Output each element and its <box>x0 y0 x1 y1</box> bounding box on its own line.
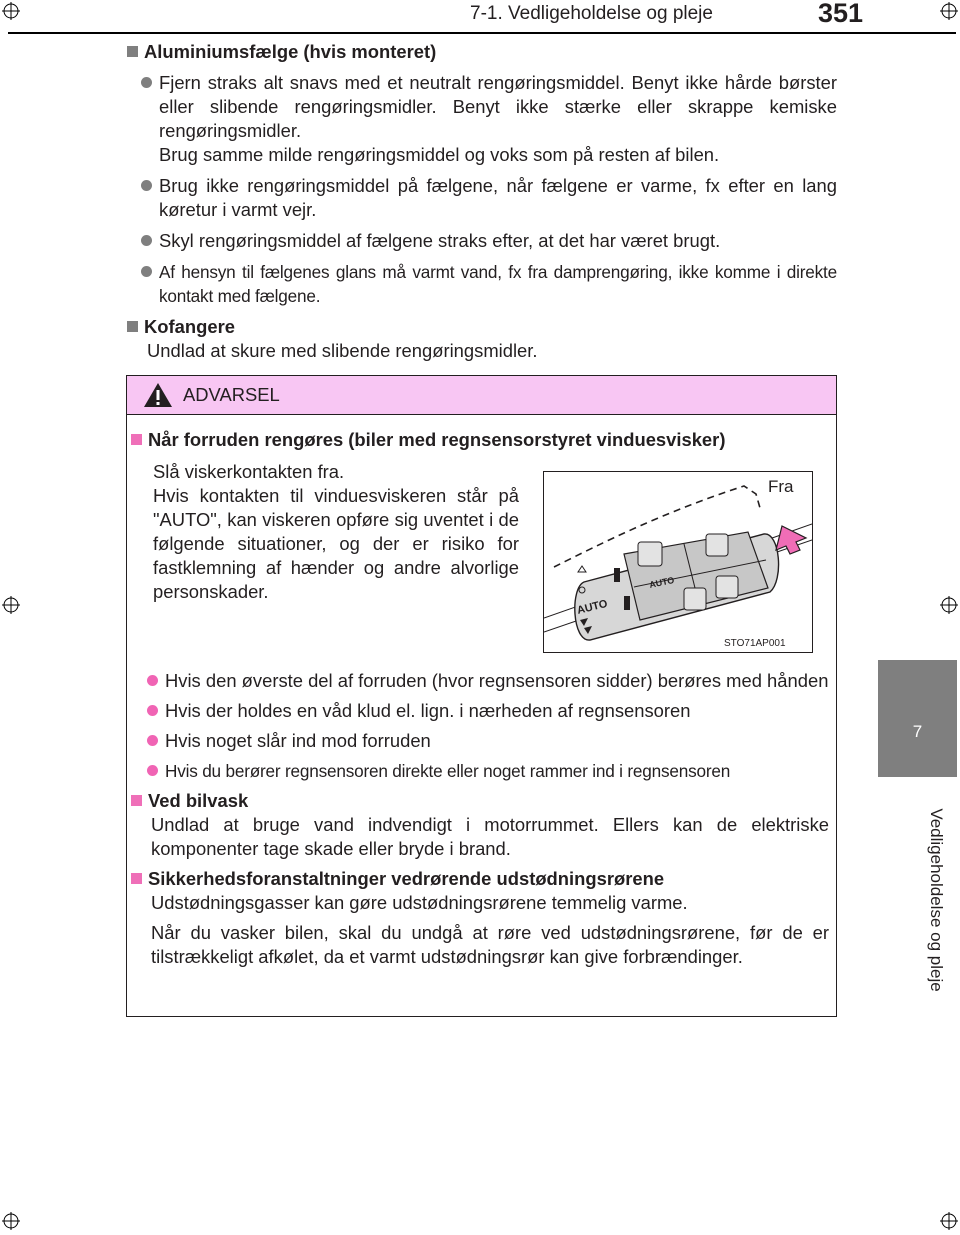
registration-mark-icon <box>2 596 20 614</box>
body-text: Undlad at bruge vand indvendigt i motorrummet. Ellers kan de elektriske komponenter tage skade eller bryde i brand. <box>151 814 829 859</box>
warning-triangle-icon <box>143 382 173 408</box>
registration-mark-icon <box>2 1212 20 1230</box>
chapter-number: 7 <box>912 722 923 741</box>
body-text: Hvis kontakten til vinduesviskeren står på "AUTO", kan viskeren opføre sig uventet i de følgende situationer, og der er risiko for fastklemning af hænder og andre alvorlige personskader. <box>153 485 519 602</box>
registration-mark-icon <box>940 2 958 20</box>
list-item-text: Brug samme milde rengøringsmiddel og voks som på resten af bilen. <box>159 144 720 165</box>
heading-text: Aluminiumsfælge (hvis monteret) <box>144 41 437 62</box>
wiper-switch-illustration <box>543 471 813 653</box>
registration-mark-icon <box>2 2 20 20</box>
main-content <box>127 40 837 363</box>
warning-header <box>127 376 836 415</box>
registration-mark-icon <box>940 596 958 614</box>
list-item-text: Fjern straks alt snavs med et neutralt rengøringsmiddel. Benyt ikke hårde børster eller slibende rengøringsmidler. Benyt ikke stærke eller skrappe kemiske rengøringsmidler. <box>159 72 837 141</box>
heading-ved-bilvask <box>131 789 829 813</box>
figure-code: STO71AP001 <box>724 638 786 649</box>
section-title: 7-1. Vedligeholdelse og pleje <box>470 3 713 24</box>
figure-label-fra: Fra <box>768 477 794 496</box>
heading-text: Ved bilvask <box>148 790 249 811</box>
list-item <box>127 174 837 222</box>
page-number: 351 <box>818 0 864 28</box>
warning-intro-text <box>153 460 519 604</box>
square-bullet-icon <box>131 795 142 806</box>
body-text: Slå viskerkontakten fra. <box>153 461 345 482</box>
chapter-label: Vedligeholdelse og pleje <box>927 808 946 992</box>
square-bullet-icon <box>131 873 142 884</box>
heading-text: Kofangere <box>144 316 235 337</box>
square-bullet-icon <box>127 46 138 57</box>
wiper-lever-icon <box>544 472 812 652</box>
chapter-tab <box>878 660 957 777</box>
list-item-text: Brug ikke rengøringsmiddel på fælgene, når fælgene er varme, fx efter en lang køretur i varmt vejr. <box>159 175 837 220</box>
list-item <box>127 260 837 308</box>
heading-udstoedningsroer <box>131 867 829 891</box>
warning-section-heading <box>131 428 829 452</box>
list-item <box>127 71 837 167</box>
heading-aluminiumsfaelge <box>127 40 837 64</box>
list-item: Hvis den øverste del af forruden (hvor regnsensoren sidder) berøres med hånden <box>131 669 829 693</box>
body-text: Udstødningsgasser kan gøre udstødningsrørene temmelig varme. <box>151 892 688 913</box>
list-item: Hvis der holdes en våd klud el. lign. i nærheden af regnsensoren <box>131 699 829 723</box>
body-text: Når du vasker bilen, skal du undgå at røre ved udstødningsrørene, før de er tilstrækkeligt afkølet, da et varmt udstødningsrør kan give forbrændinger. <box>151 922 829 967</box>
warning-title: ADVARSEL <box>183 384 280 405</box>
warning-box <box>126 375 837 1017</box>
list-item <box>127 229 837 253</box>
square-bullet-icon <box>127 321 138 332</box>
figure-label-auto: AUTO <box>575 597 609 617</box>
heading-text: Sikkerhedsforanstaltninger vedrørende udstødningsrørene <box>148 868 665 889</box>
heading-kofangere <box>127 315 837 339</box>
square-bullet-icon <box>131 434 142 445</box>
warning-list <box>131 669 829 975</box>
header-rule <box>8 32 956 34</box>
body-text: Undlad at skure med slibende rengøringsmidler. <box>147 340 538 361</box>
list-item: Hvis du berører regnsensoren direkte eller noget rammer ind i regnsensoren <box>131 759 829 783</box>
heading-text: Når forruden rengøres (biler med regnsensorstyret vinduesvisker) <box>148 429 726 450</box>
list-item: Hvis noget slår ind mod forruden <box>131 729 829 753</box>
registration-mark-icon <box>940 1212 958 1230</box>
list-item-text: Skyl rengøringsmiddel af fælgene straks efter, at det har været brugt. <box>159 230 721 251</box>
figure-label-auto: AUTO <box>648 574 676 590</box>
list-item-text: Af hensyn til fælgenes glans må varmt vand, fx fra damprengøring, ikke komme i direkte kontakt med fælgene. <box>159 262 837 306</box>
